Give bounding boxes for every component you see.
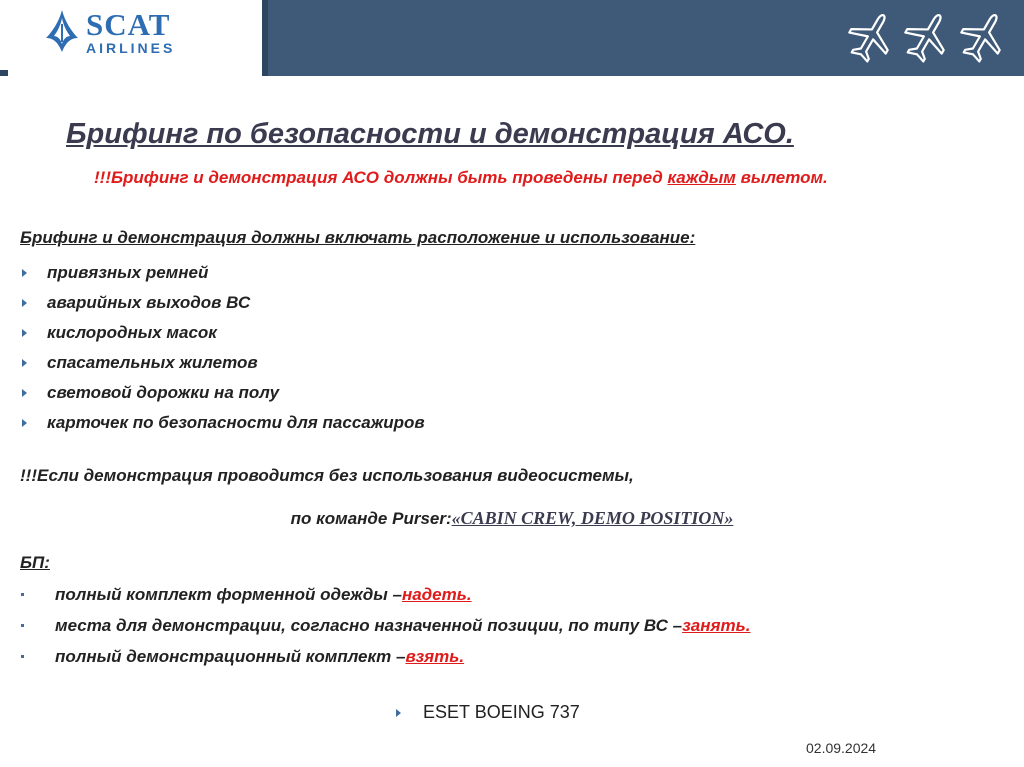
action-text: занять. xyxy=(682,615,751,635)
footer-item-text: ESET BOEING 737 xyxy=(423,702,580,722)
list-item xyxy=(20,258,425,288)
bullet-arrow-icon xyxy=(22,329,27,337)
slide-title: Брифинг по безопасности и демонстрация АСО. xyxy=(66,118,794,150)
scat-logo xyxy=(44,8,175,56)
header-divider xyxy=(262,0,268,76)
bullet-dot-icon xyxy=(21,593,24,596)
command-text: «CABIN CREW, DEMO POSITION» xyxy=(451,508,734,528)
bullet-arrow-icon xyxy=(22,419,27,427)
airplane-icon xyxy=(846,8,896,66)
bullet-arrow-icon xyxy=(22,299,27,307)
action-text: надеть. xyxy=(401,584,472,604)
warning-text xyxy=(94,168,828,188)
list-item xyxy=(20,318,425,348)
bullet-arrow-icon xyxy=(22,389,27,397)
airplane-icon xyxy=(958,8,1008,66)
bullet-dot-icon xyxy=(21,624,24,627)
warning-suffix: вылетом. xyxy=(735,168,828,187)
list-item xyxy=(20,348,425,378)
list-item-text: кислородных масок xyxy=(47,323,217,342)
bp-heading: БП: xyxy=(20,553,50,572)
list-item xyxy=(20,641,750,672)
include-heading: Брифинг и демонстрация должны включать расположение и использование: xyxy=(20,228,696,247)
list-item-text: полный демонстрационный комплект – xyxy=(55,646,406,666)
warning-emphasis: каждым xyxy=(667,168,736,187)
list-item-text: аварийных выходов ВС xyxy=(47,293,251,312)
accent-bar xyxy=(0,70,8,76)
bp-list xyxy=(20,579,750,672)
include-list xyxy=(20,258,425,438)
slide-date: 02.09.2024 xyxy=(806,740,877,756)
warning-prefix: !!!Брифинг и демонстрация АСО должны быть проведены перед xyxy=(94,168,668,187)
logo-title: SCAT xyxy=(86,7,171,42)
bullet-arrow-icon xyxy=(22,269,27,277)
command-line xyxy=(0,508,1024,529)
bullet-dot-icon xyxy=(21,655,24,658)
list-item xyxy=(20,288,425,318)
logo-emblem-icon xyxy=(44,8,80,56)
list-item-text: световой дорожки на полу xyxy=(47,383,280,402)
list-item xyxy=(20,610,750,641)
action-text: взять. xyxy=(405,646,465,666)
command-prefix: по команде Purser: xyxy=(290,509,452,528)
video-note: !!!Если демонстрация проводится без использования видеосистемы, xyxy=(20,466,634,485)
list-item-text: полный комплект форменной одежды – xyxy=(55,584,402,604)
list-item xyxy=(20,579,750,610)
list-item xyxy=(20,408,425,438)
list-item-text: привязных ремней xyxy=(47,263,209,282)
list-item-text: места для демонстрации, согласно назначенной позиции, по типу ВС – xyxy=(55,615,683,635)
airplane-icon xyxy=(902,8,952,66)
airplane-icons xyxy=(846,8,1008,66)
list-item-text: карточек по безопасности для пассажиров xyxy=(47,413,425,432)
bullet-arrow-icon xyxy=(22,359,27,367)
list-item-text: спасательных жилетов xyxy=(47,353,258,372)
logo-subtitle: AIRLINES xyxy=(86,40,176,56)
list-item xyxy=(20,378,425,408)
footer-item xyxy=(394,702,580,723)
bullet-arrow-icon xyxy=(396,709,401,717)
